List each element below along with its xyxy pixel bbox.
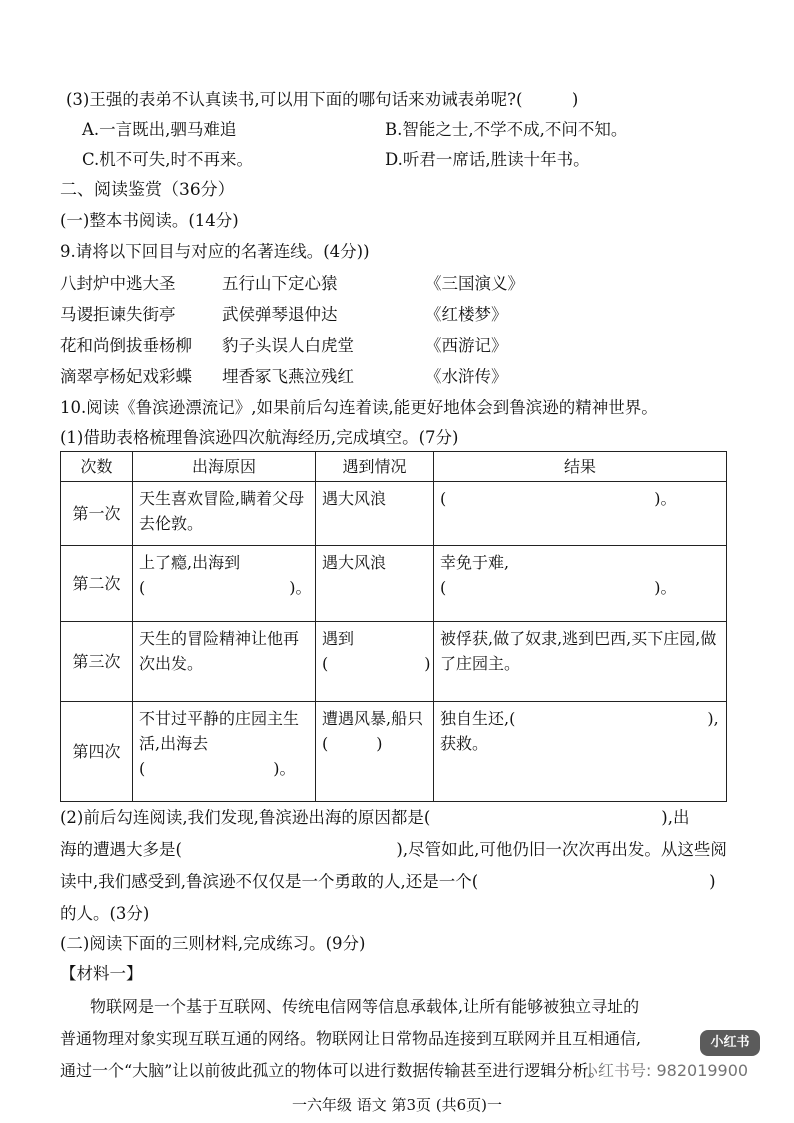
voyage-table bbox=[60, 451, 727, 802]
watermark-badge: 小红书 bbox=[700, 1030, 760, 1056]
voyage-situation: 遭遇风暴,船只( ) bbox=[316, 702, 434, 802]
q10-sub2-line: 海的遭遇大多是( ),尽管如此,可他仍旧一次次再出发。从这些阅 bbox=[60, 840, 727, 859]
q9-left-column bbox=[60, 272, 192, 396]
voyage-result: ( )。 bbox=[434, 482, 727, 546]
q9-right-item: 《水浒传》 bbox=[425, 367, 508, 386]
q3-option-b: B.智能之士,不学不成,不问不知。 bbox=[385, 120, 628, 139]
table-row bbox=[61, 622, 727, 702]
q9-middle-item: 豹子头误人白虎堂 bbox=[222, 336, 354, 355]
q9-middle-item: 埋香冢飞燕泣残红 bbox=[222, 367, 354, 386]
q9-middle-item: 武侯弹琴退仲达 bbox=[222, 305, 338, 324]
material1-label: 【材料一】 bbox=[60, 964, 143, 983]
voyage-number: 第一次 bbox=[61, 482, 133, 546]
table-row bbox=[61, 482, 727, 546]
q9-left-item: 马谡拒谏失街亭 bbox=[60, 305, 176, 324]
q10-stem: 10.阅读《鲁滨逊漂流记》,如果前后勾连着读,能更好地体会到鲁滨逊的精神世界。 bbox=[60, 398, 658, 417]
q9-left-item: 八封炉中逃大圣 bbox=[60, 274, 176, 293]
q9-middle-column bbox=[222, 272, 354, 396]
q9-right-item: 《三国演义》 bbox=[425, 274, 524, 293]
table-header: 遇到情况 bbox=[316, 452, 434, 482]
voyage-situation: 遇大风浪 bbox=[316, 546, 434, 622]
table-header-row bbox=[61, 452, 727, 482]
q9-right-item: 《红楼梦》 bbox=[425, 305, 508, 324]
voyage-reason: 天生的冒险精神让他再次出发。 bbox=[133, 622, 316, 702]
table-row bbox=[61, 702, 727, 802]
table-header: 出海原因 bbox=[133, 452, 316, 482]
voyage-number: 第三次 bbox=[61, 622, 133, 702]
q9-right-column bbox=[425, 272, 524, 396]
q3-stem: (3)王强的表弟不认真读书,可以用下面的哪句话来劝诫表弟呢?( ) bbox=[66, 90, 579, 109]
voyage-result: 被俘获,做了奴隶,逃到巴西,买下庄园,做了庄园主。 bbox=[434, 622, 727, 702]
material1-paragraph-line: 通过一个“大脑”让以前彼此孤立的物体可以进行数据传输甚至进行逻辑分析。 bbox=[60, 1061, 605, 1080]
q10-sub2-line: 读中,我们感受到,鲁滨逊不仅仅是一个勇敢的人,还是一个( ) bbox=[60, 872, 716, 891]
voyage-reason: 不甘过平静的庄园主生活,出海去( )。 bbox=[133, 702, 316, 802]
voyage-reason: 天生喜欢冒险,瞒着父母去伦敦。 bbox=[133, 482, 316, 546]
q3-option-c: C.机不可失,时不再来。 bbox=[82, 150, 254, 169]
q10-sub2-line: 的人。(3分) bbox=[60, 904, 150, 923]
voyage-situation: 遇大风浪 bbox=[316, 482, 434, 546]
part2-title: (二)阅读下面的三则材料,完成练习。(9分) bbox=[60, 934, 366, 953]
part1-title: (一)整本书阅读。(14分) bbox=[60, 211, 239, 230]
page-footer: 一六年级 语文 第3页 (共6页)一 bbox=[291, 1096, 503, 1114]
section-title: 二、阅读鉴赏（36分） bbox=[60, 180, 235, 200]
voyage-number: 第四次 bbox=[61, 702, 133, 802]
voyage-situation: 遇到( ) bbox=[316, 622, 434, 702]
voyage-reason: 上了瘾,出海到( )。 bbox=[133, 546, 316, 622]
q9-left-item: 滴翠亭杨妃戏彩蝶 bbox=[60, 367, 192, 386]
q10-sub1: (1)借助表格梳理鲁滨逊四次航海经历,完成填空。(7分) bbox=[60, 428, 459, 447]
voyage-number: 第二次 bbox=[61, 546, 133, 622]
table-header: 次数 bbox=[61, 452, 133, 482]
watermark-text: 小红书号: 982019900 bbox=[582, 1061, 749, 1080]
q9-right-item: 《西游记》 bbox=[425, 336, 508, 355]
table-header: 结果 bbox=[434, 452, 727, 482]
q9-middle-item: 五行山下定心猿 bbox=[222, 274, 338, 293]
table-row bbox=[61, 546, 727, 622]
q3-option-d: D.听君一席话,胜读十年书。 bbox=[385, 150, 590, 169]
material1-paragraph-line: 物联网是一个基于互联网、传统电信网等信息承载体,让所有能够被独立寻址的 bbox=[90, 997, 640, 1016]
material1-paragraph-line: 普通物理对象实现互联互通的网络。物联网让日常物品连接到互联网并且互相通信, bbox=[60, 1029, 642, 1048]
voyage-result: 独自生还,( ),获救。 bbox=[434, 702, 727, 802]
q9-left-item: 花和尚倒拔垂杨柳 bbox=[60, 336, 192, 355]
voyage-result: 幸免于难,( )。 bbox=[434, 546, 727, 622]
q9-stem: 9.请将以下回目与对应的名著连线。(4分)) bbox=[60, 242, 370, 261]
q3-option-a: A.一言既出,驷马难追 bbox=[82, 120, 237, 139]
q10-sub2-line: (2)前后勾连阅读,我们发现,鲁滨逊出海的原因都是( ),出 bbox=[60, 808, 690, 827]
